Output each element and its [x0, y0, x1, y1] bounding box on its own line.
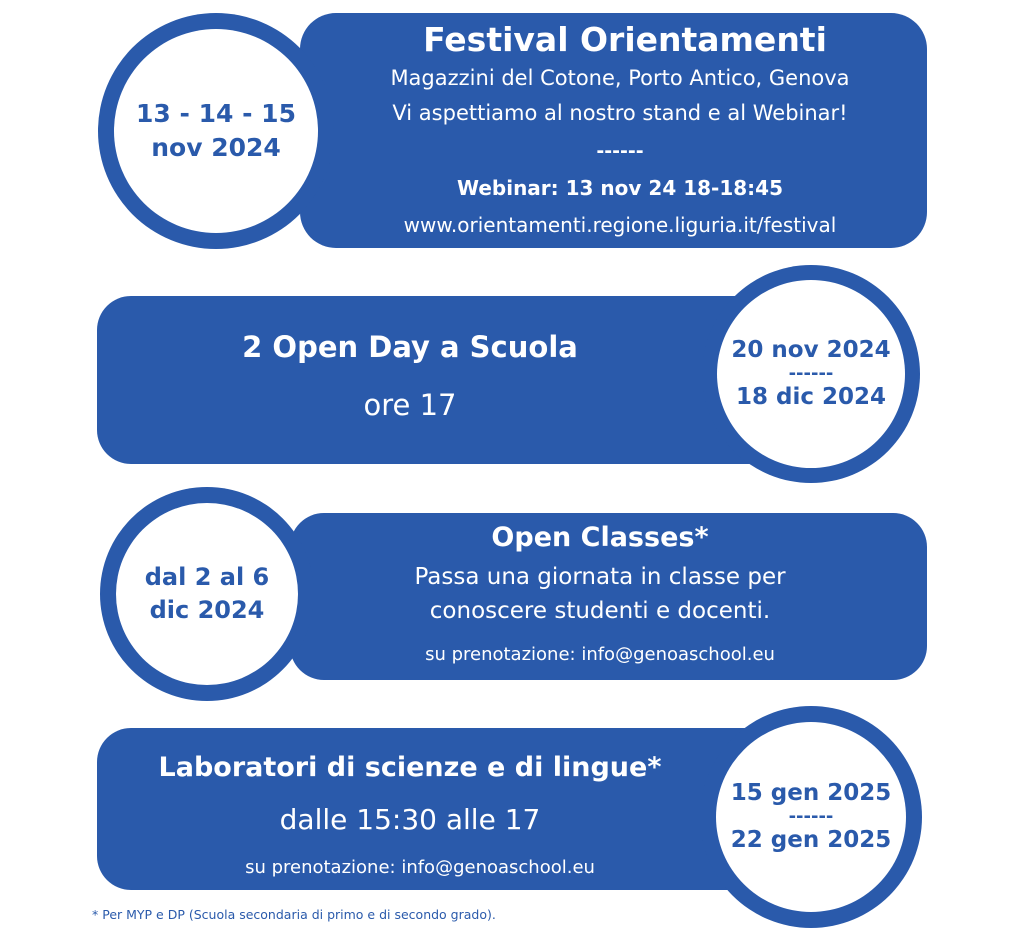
- date-line: 15 gen 2025: [730, 780, 892, 806]
- date-separator: ------: [788, 806, 834, 827]
- date-line: dal 2 al 6: [144, 563, 270, 591]
- event-banner: [97, 296, 797, 464]
- event-description-line: conoscere studenti e docenti.: [429, 598, 771, 624]
- event-separator: ------: [596, 140, 644, 162]
- date-line: 18 dic 2024: [735, 384, 887, 410]
- event-booking-email[interactable]: su prenotazione: info@genoaschool.eu: [245, 857, 595, 878]
- event-title: Laboratori di scienze e di lingue*: [158, 752, 662, 783]
- date-circle: [116, 503, 298, 685]
- footnote: * Per MYP e DP (Scuola secondaria di primo e di secondo grado).: [92, 907, 496, 922]
- event-invite: Vi aspettiamo al nostro stand e al Webinar!: [392, 101, 848, 125]
- date-line: 20 nov 2024: [731, 337, 891, 363]
- event-website-link[interactable]: www.orientamenti.regione.liguria.it/festival: [403, 213, 837, 237]
- date-line: 13 - 14 - 15: [136, 99, 296, 128]
- date-circle: [114, 29, 318, 233]
- event-time: dalle 15:30 alle 17: [279, 803, 541, 836]
- date-line: nov 2024: [151, 133, 281, 162]
- event-title: Festival Orientamenti: [423, 20, 827, 59]
- event-time: ore 17: [363, 388, 457, 422]
- date-line: dic 2024: [149, 596, 265, 624]
- date-line: 22 gen 2025: [730, 827, 892, 853]
- event-location: Magazzini del Cotone, Porto Antico, Genova: [390, 66, 850, 90]
- event-title: Open Classes*: [491, 522, 709, 553]
- date-separator: ------: [788, 363, 834, 384]
- date-circle: [717, 280, 905, 468]
- date-circle: [716, 722, 906, 912]
- event-description-line: Passa una giornata in classe per: [414, 564, 786, 590]
- event-webinar: Webinar: 13 nov 24 18-18:45: [456, 176, 783, 200]
- event-title: 2 Open Day a Scuola: [242, 330, 578, 364]
- event-booking-email[interactable]: su prenotazione: info@genoaschool.eu: [425, 644, 775, 665]
